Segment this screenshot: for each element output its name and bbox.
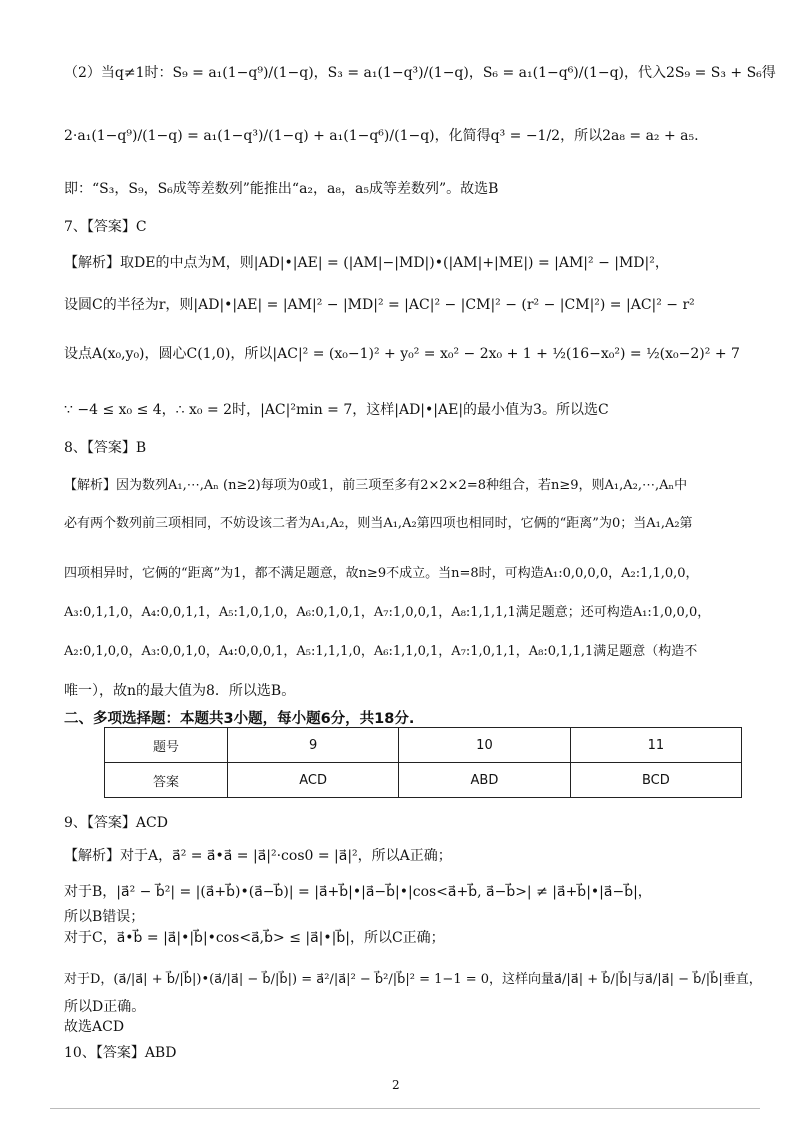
q8-analysis-5: A₂:0,1,0,0，A₃:0,0,1,0，A₄:0,0,0,1，A₅:1,1,1,0，A₆:1,1,0,1，A₇:1,0,1,1，A₈:0,1,1,1满足题意（构造不 [64, 644, 698, 659]
q9-analysis-b: 对于B，|a⃗² − b⃗²| = |(a⃗+b⃗)•(a⃗−b⃗)| = |a⃗+b⃗|•|a⃗−b⃗|•|cos<a⃗+b⃗, a⃗−b⃗>| ≠ |a⃗+b⃗|•|a⃗−b⃗|， [64, 884, 652, 900]
q7-analysis-2: 设圆C的半径为r，则|AD|•|AE| = |AM|² − |MD|² = |AC|² − |CM|² − (r² − |CM|²) = |AC|² − r² [64, 297, 695, 313]
q10-answer: 10、【答案】ABD [64, 1045, 177, 1061]
q6-derivation: 2·a₁(1−q⁹)/(1−q) = a₁(1−q³)/(1−q) + a₁(1−q⁶)/(1−q)，化简得q³ = −1/2，所以2a₈ = a₂ + a₅. [64, 128, 699, 144]
table-row [105, 763, 742, 798]
q7-analysis-3: 设点A(x₀,y₀)，圆心C(1,0)，所以|AC|² = (x₀−1)² + y₀² = x₀² − 2x₀ + 1 + ½(16−x₀²) = ½(x₀−2)² + 7 [64, 346, 740, 362]
table-cell: BCD [570, 763, 741, 798]
table-row [105, 728, 742, 763]
table-cell: 9 [228, 728, 399, 763]
q8-analysis-1: 【解析】因为数列A₁,⋯,Aₙ (n≥2)每项为0或1，前三项至多有2×2×2=8种组合，若n≥9，则A₁,A₂,⋯,Aₙ中 [64, 478, 688, 493]
table-header-cell: 答案 [105, 763, 228, 798]
q7-analysis-4: ∵ −4 ≤ x₀ ≤ 4，∴ x₀ = 2时，|AC|²min = 7，这样|AD|•|AE|的最小值为3。所以选C [64, 402, 609, 418]
table-cell: 10 [399, 728, 571, 763]
q9-analysis-c: 对于C，a⃗•b⃗ = |a⃗|•|b⃗|•cos<a⃗,b⃗> ≤ |a⃗|•|b⃗|，所以C正确； [64, 930, 445, 946]
table-cell: ACD [228, 763, 399, 798]
q9-analysis-d: 对于D，(a⃗/|a⃗| + b⃗/|b⃗|)•(a⃗/|a⃗| − b⃗/|b⃗|) = a⃗²/|a⃗|² − b⃗²/|b⃗|² = 1−1 = 0，这样向量a⃗/|a⃗| + b⃗/|b⃗|与a⃗/|a⃗| − b⃗/|b⃗|垂直， [64, 972, 762, 987]
q8-answer: 8、【答案】B [64, 440, 147, 456]
table-cell: ABD [399, 763, 571, 798]
footer-divider [50, 1108, 760, 1109]
table-header-cell: 题号 [105, 728, 228, 763]
q9-answer: 9、【答案】ACD [64, 815, 168, 831]
q8-analysis-4: A₃:0,1,1,0，A₄:0,0,1,1，A₅:1,0,1,0，A₆:0,1,0,1，A₇:1,0,0,1，A₈:1,1,1,1满足题意；还可构造A₁:1,0,0,0， [64, 605, 711, 620]
q9-final: 故选ACD [64, 1019, 125, 1035]
q9-analysis-a: 【解析】对于A，a⃗² = a⃗•a⃗ = |a⃗|²·cos0 = |a⃗|²，所以A正确； [64, 848, 452, 864]
page-number: 2 [392, 1078, 400, 1092]
section-title: 二、多项选择题：本题共3小题，每小题6分，共18分. [64, 711, 415, 727]
q8-analysis-2: 必有两个数列前三项相同，不妨设该二者为A₁,A₂，则当A₁,A₂第四项也相同时，它俩的“距离”为0；当A₁,A₂第 [64, 516, 693, 531]
q9-analysis-d-result: 所以D正确。 [64, 999, 146, 1015]
q6-part2-intro: （2）当q≠1时：S₉ = a₁(1−q⁹)/(1−q)，S₃ = a₁(1−q³)/(1−q)，S₆ = a₁(1−q⁶)/(1−q)，代入2S₉ = S₃ + S₆得 [64, 65, 776, 81]
q7-answer: 7、【答案】C [64, 219, 147, 235]
answer-table [104, 727, 742, 798]
q7-analysis-1: 【解析】取DE的中点为M，则|AD|•|AE| = (|AM|−|MD|)•(|AM|+|ME|) = |AM|² − |MD|²， [64, 255, 669, 271]
q9-analysis-b-result: 所以B错误； [64, 909, 145, 925]
q8-analysis-3: 四项相异时，它俩的“距离”为1，都不满足题意，故n≥9不成立。当n=8时，可构造A₁:0,0,0,0，A₂:1,1,0,0， [64, 566, 699, 581]
q8-analysis-6: 唯一），故n的最大值为8．所以选B。 [64, 683, 296, 699]
q6-conclusion: 即：“S₃，S₉，S₆成等差数列”能推出“a₂，a₈，a₅成等差数列”。故选B [64, 181, 499, 197]
table-cell: 11 [570, 728, 741, 763]
